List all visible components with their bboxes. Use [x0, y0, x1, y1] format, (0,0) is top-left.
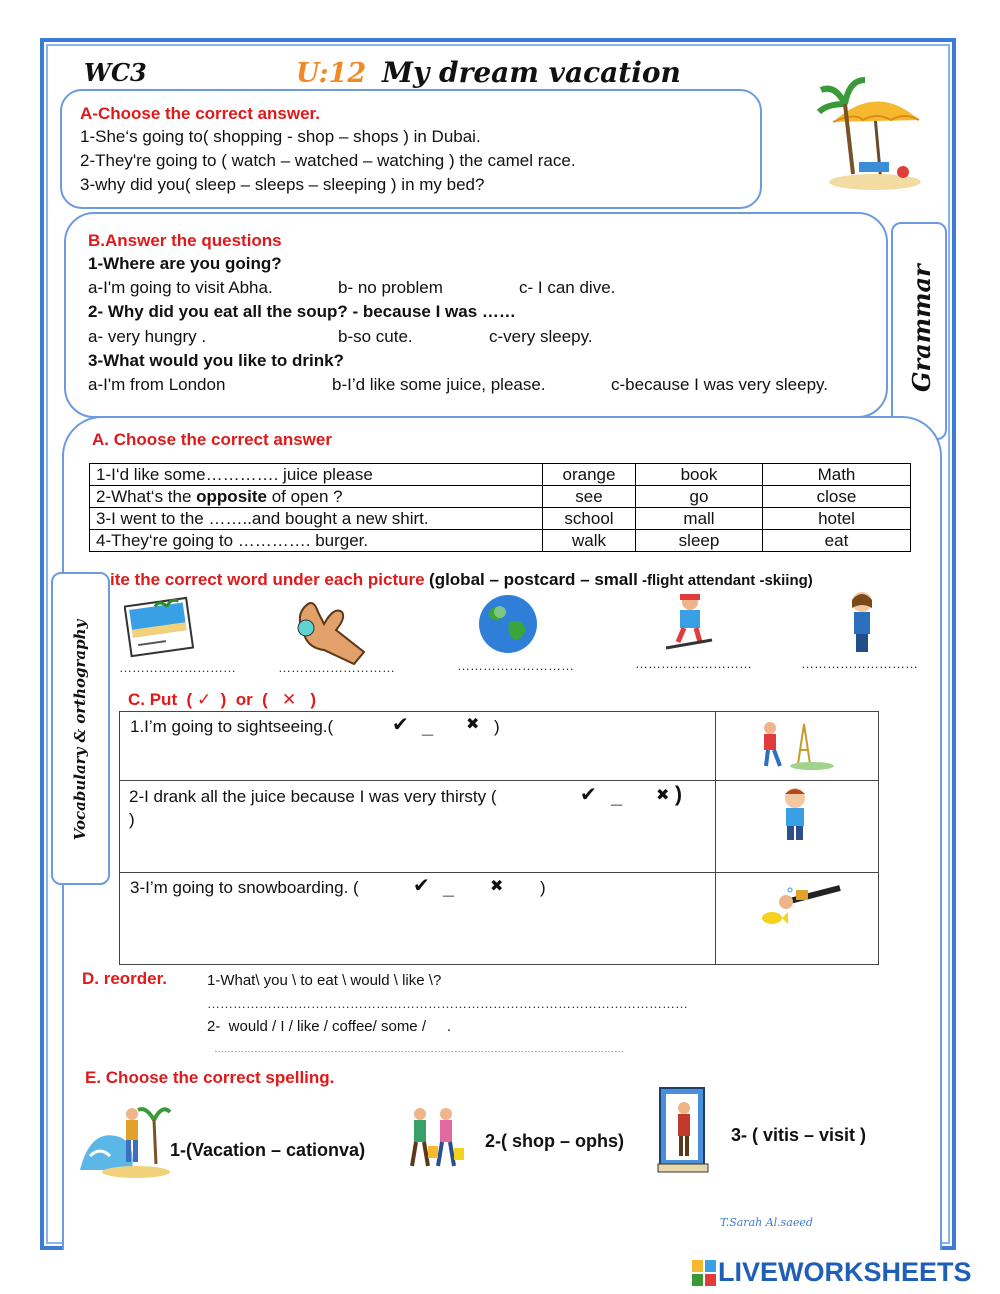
table-divider — [119, 872, 879, 873]
reorder-heading: D. reorder. — [82, 969, 168, 988]
q1-option-c[interactable]: c- I can dive. — [519, 278, 616, 297]
vocab-a-table — [89, 463, 911, 552]
vocab-a-heading: A. Choose the correct answer — [92, 430, 332, 449]
table-option[interactable]: walk — [543, 530, 636, 552]
close-paren: ) — [675, 783, 682, 806]
cross-mark[interactable]: ✖ — [466, 716, 480, 733]
grammar-b-question-3: 3-What would you like to drink? — [88, 351, 344, 370]
check-mark[interactable]: ✔ — [392, 714, 409, 736]
grammar-a-item-1: 1-She‘s going to( shopping - shop – shops ) in Dubai. — [80, 127, 481, 146]
flight-attendant-icon — [842, 588, 882, 658]
dash-mark: _ — [443, 877, 455, 899]
reorder-answer-2[interactable]: …………………………………………………………………………………………………………… — [214, 1044, 624, 1055]
table-option[interactable]: go — [636, 486, 763, 508]
q3-option-b[interactable]: b-I’d like some juice, please. — [332, 375, 546, 394]
table-option[interactable]: hotel — [763, 508, 911, 530]
sightseeing-icon — [752, 714, 836, 772]
brand-logo — [692, 1257, 972, 1288]
q2-option-a[interactable]: a- very hungry . — [88, 327, 207, 346]
table-option[interactable]: Math — [763, 464, 911, 486]
grammar-b-question-2: 2- Why did you eat all the soup? - because I was …… — [88, 302, 516, 321]
answer-blank-5[interactable]: ……………………… — [801, 656, 918, 671]
reorder-question-1: 1-What\ you \ to eat \ would \ like \? — [207, 972, 442, 989]
q1-option-a[interactable]: a-I'm going to visit Abha. — [88, 278, 273, 297]
table-option[interactable]: school — [543, 508, 636, 530]
page-title: My dream vacation — [382, 56, 681, 89]
question-text: 2-What‘s the — [96, 486, 197, 506]
wrap-paren: ) — [129, 810, 135, 829]
question-text: of open ? — [267, 486, 343, 506]
table-option[interactable]: see — [543, 486, 636, 508]
answer-blank-3[interactable]: ……………………… — [457, 658, 574, 673]
answer-blank-4[interactable]: ……………………… — [635, 656, 752, 671]
small-hand-icon — [284, 594, 368, 666]
table-divider — [715, 711, 716, 965]
table-row — [90, 508, 911, 530]
table-divider — [119, 780, 879, 781]
answer-blank-1[interactable]: ……………………… — [119, 660, 236, 675]
reorder-answer-1[interactable]: ………………………………………………………………………………………………… — [207, 996, 688, 1011]
spelling-item-3[interactable]: 3- ( vitis – visit ) — [731, 1125, 867, 1145]
vacation-icon — [76, 1100, 172, 1180]
q2-option-b[interactable]: b-so cute. — [338, 327, 413, 346]
diver-icon — [756, 880, 848, 934]
skier-icon — [664, 590, 716, 654]
shopping-icon — [402, 1104, 468, 1174]
q3-option-a[interactable]: a-I'm from London — [88, 375, 226, 394]
q2-option-c[interactable]: c-very sleepy. — [489, 327, 593, 346]
cross-mark[interactable]: ✖ — [490, 878, 504, 895]
author-signature: T.Sarah Al.saeed — [720, 1216, 813, 1229]
table-option[interactable]: sleep — [636, 530, 763, 552]
vocabulary-tab-label: Vocabulary & orthography — [71, 619, 89, 841]
dash-mark: _ — [611, 786, 623, 808]
table-option[interactable]: orange — [543, 464, 636, 486]
table-option[interactable]: book — [636, 464, 763, 486]
close-paren: ) — [540, 878, 546, 897]
vocab-c-heading: C. Put ( ✓ ) or ( ✕ ) — [128, 690, 317, 709]
reorder-question-2: 2- would / I / like / coffee/ some / . — [207, 1018, 451, 1035]
table-row — [90, 464, 911, 486]
grammar-a-heading: A-Choose the correct answer. — [80, 104, 320, 123]
table-row — [90, 486, 911, 508]
postcard-icon — [124, 596, 194, 660]
q1-option-b[interactable]: b- no problem — [338, 278, 443, 297]
brand-icon — [692, 1260, 716, 1286]
grammar-b-heading: B.Answer the questions — [88, 231, 282, 250]
check-mark[interactable]: ✔ — [580, 784, 597, 806]
beach-umbrella-icon — [815, 74, 925, 194]
vocab-b-words-small: -flight attendant -skiing) — [637, 572, 813, 589]
dash-mark: _ — [422, 716, 434, 738]
table-question: 1-I‘d like some…………. juice please — [90, 464, 543, 486]
vocab-c-row-2-text: 2-I drank all the juice because I was very thirsty ( — [129, 787, 497, 806]
vocab-c-row-1-text: 1.I’m going to sightseeing.( — [130, 717, 334, 736]
globe-icon — [476, 592, 540, 656]
grammar-a-item-3: 3-why did you( sleep – sleeps – sleeping ) in my bed? — [80, 175, 485, 194]
table-option[interactable]: close — [763, 486, 911, 508]
unit-label: U:12 — [296, 58, 367, 89]
thirsty-boy-icon — [778, 786, 812, 844]
spelling-item-1[interactable]: 1-(Vacation – cationva) — [170, 1140, 366, 1160]
q3-option-c[interactable]: c-because I was very sleepy. — [611, 375, 828, 394]
table-question: 3-I went to the ……..and bought a new shirt. — [90, 508, 543, 530]
cross-mark[interactable]: ✖ — [656, 787, 670, 804]
vocab-b-heading: ite the correct word under each picture — [110, 570, 425, 589]
vocab-b-heading-line — [110, 570, 813, 590]
spelling-heading: E. Choose the correct spelling. — [85, 1068, 335, 1087]
visit-door-icon — [654, 1084, 714, 1174]
table-question — [90, 486, 543, 508]
brand-name: LIVEWORKSHEETS — [718, 1257, 972, 1287]
close-paren: ) — [494, 717, 500, 736]
table-option[interactable]: eat — [763, 530, 911, 552]
vocab-c-row-3-text: 3-I’m going to snowboarding. ( — [130, 878, 359, 897]
answer-blank-2[interactable]: ……………………… — [278, 660, 395, 675]
table-row — [90, 530, 911, 552]
grammar-a-item-2: 2-They're going to ( watch – watched – watching ) the camel race. — [80, 151, 576, 170]
vocab-b-words: (global – postcard – small — [429, 570, 638, 589]
grammar-tab-label: Grammar — [907, 264, 936, 392]
check-mark[interactable]: ✔ — [413, 875, 430, 897]
grammar-b-question-1: 1-Where are you going? — [88, 254, 282, 273]
spelling-item-2[interactable]: 2-( shop – ophs) — [485, 1131, 624, 1151]
table-option[interactable]: mall — [636, 508, 763, 530]
question-keyword: opposite — [196, 486, 267, 506]
worksheet-code: WC3 — [84, 58, 147, 87]
table-question: 4-They‘re going to …………. burger. — [90, 530, 543, 552]
